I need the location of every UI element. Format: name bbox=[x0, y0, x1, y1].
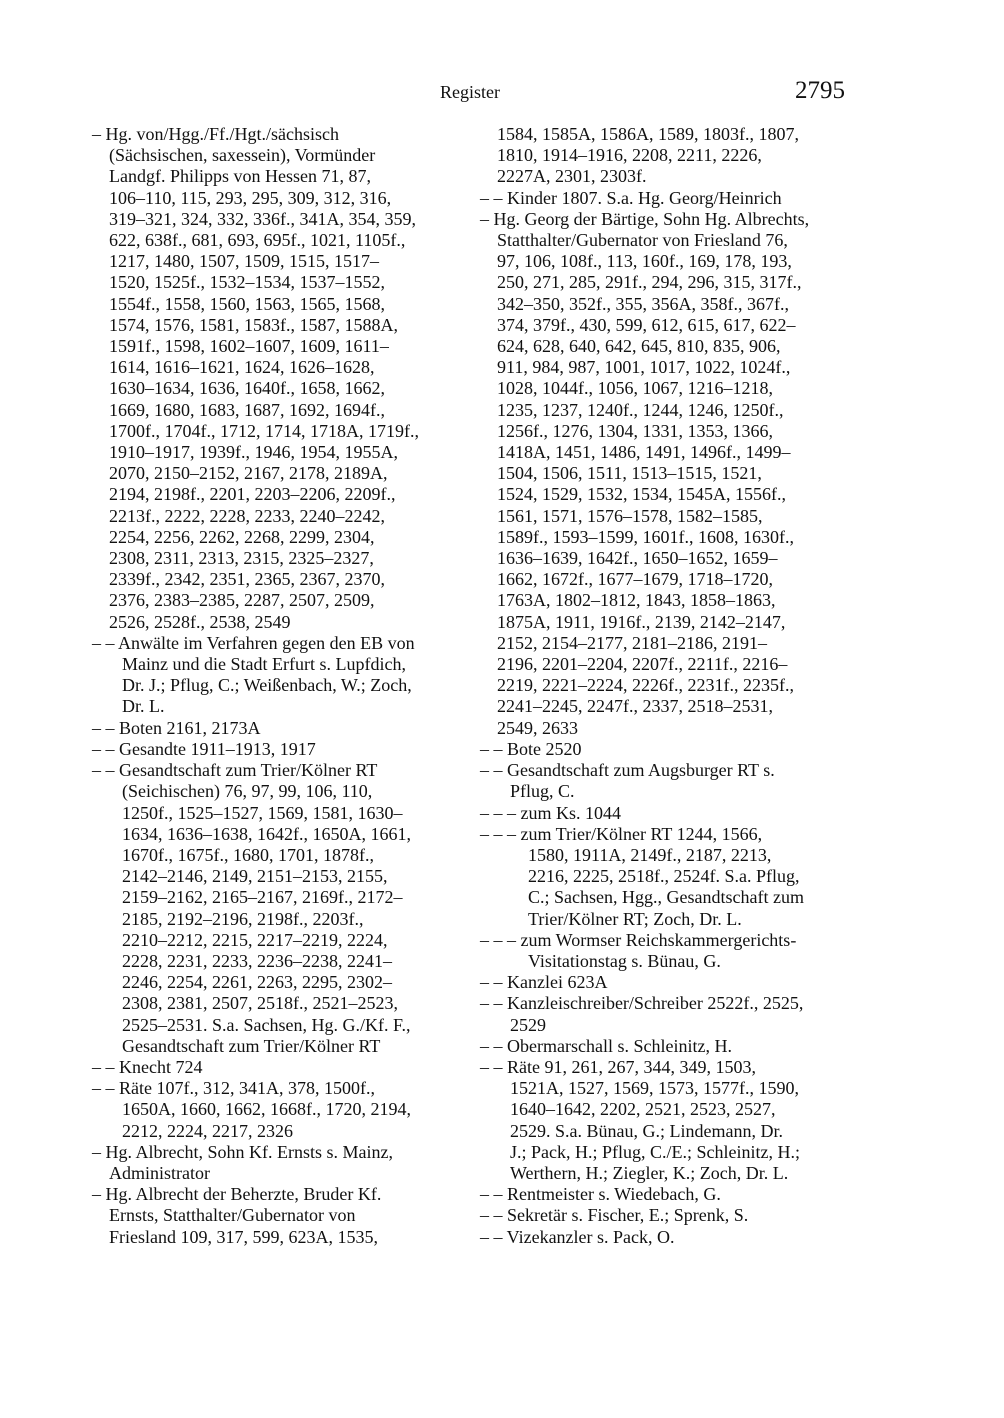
index-entry: – – Gesandte 1911–1913, 1917 bbox=[92, 738, 316, 759]
index-entry: – Hg. Albrecht der Beherzte, Bruder Kf. Ernsts, Statthalter/Gubernator von Friesland 109, 317, 599, 623A, 1535, bbox=[92, 1184, 382, 1247]
index-entry: – – Kinder 1807. S.a. Hg. Georg/Heinrich bbox=[480, 187, 782, 208]
index-entry: – – Räte 107f., 312, 341A, 378, 1500f., 1650A, 1660, 1662, 1668f., 1720, 2194, 2212, 2224, 2217, 2326 bbox=[92, 1078, 411, 1141]
index-column-left bbox=[92, 124, 464, 1248]
index-entry: – – Kanzleischreiber/Schreiber 2522f., 2525, 2529 bbox=[480, 993, 804, 1035]
index-entry: – – Räte 91, 261, 267, 344, 349, 1503, 1521A, 1527, 1569, 1573, 1577f., 1590, 1640–1642, 2202, 2521, 2523, 2527, 2529. S.a. Bünau, G.; Lindemann, Dr. J.; Pack, H.; Pflug, C./E.; Schleinitz, H.; Werthern, H.; Ziegler, K.; Zoch, Dr. L. bbox=[480, 1056, 800, 1183]
index-entry: – – Bote 2520 bbox=[480, 738, 582, 759]
index-entry: – – – zum Wormser Reichskammergerichts- Visitationstag s. Bünau, G. bbox=[480, 929, 797, 971]
index-entry: – – Obermarschall s. Schleinitz, H. bbox=[480, 1035, 732, 1056]
index-entry: – – Anwälte im Verfahren gegen den EB von Mainz und die Stadt Erfurt s. Lupfdich, Dr. J.; Pflug, C.; Weißenbach, W.; Zoch, Dr. L. bbox=[92, 632, 415, 717]
index-entry: – – – zum Trier/Kölner RT 1244, 1566, 1580, 1911A, 2149f., 2187, 2213, 2216, 2225, 2518f., 2524f. S.a. Pflug, C.; Sachsen, Hgg., Gesandtschaft zum Trier/Kölner RT; Zoch, Dr. L. bbox=[480, 823, 804, 929]
index-entry: – Hg. Georg der Bärtige, Sohn Hg. Albrechts, Statthalter/Gubernator von Friesland 76, 97, 106, 108f., 113, 160f., 169, 178, 193, 250, 271, 285, 291f., 294, 296, 315, 317f., 342–350, 352f., 355, 356A, 358f., 367f., 374, 379f., 430, 599, 612, 615, 617, 622– 624, 628, 640, 642, 645, 810, 835, 906, 911, 984, 987, 1001, 1017, 1022, 1024f., 1028, 1044f., 1056, 1067, 1216–1218, 1235, 1237, 1240f., 1244, 1246, 1250f., 1256f., 1276, 1304, 1331, 1353, 1366, 1418A, 1451, 1486, 1491, 1496f., 1499– 1504, 1506, 1511, 1513–1515, 1521, 1524, 1529, 1532, 1534, 1545A, 1556f., 1561, 1571, 1576–1578, 1582–1585, 1589f., 1593–1599, 1601f., 1608, 1630f., 1636–1639, 1642f., 1650–1652, 1659– 1662, 1672f., 1677–1679, 1718–1720, 1763A, 1802–1812, 1843, 1858–1863, 1875A, 1911, 1916f., 2139, 2142–2147, 2152, 2154–2177, 2181–2186, 2191– 2196, 2201–2204, 2207f., 2211f., 2216– 2219, 2221–2224, 2226f., 2231f., 2235f., 2241–2245, 2247f., 2337, 2518–2531, 2549, 2633 bbox=[480, 208, 810, 738]
index-entry: – – Gesandtschaft zum Augsburger RT s. Pflug, C. bbox=[480, 760, 775, 802]
index-entry: – – Rentmeister s. Wiedebach, G. bbox=[480, 1184, 721, 1205]
index-entry: – – – zum Ks. 1044 bbox=[480, 802, 621, 823]
index-entry: – – Gesandtschaft zum Trier/Kölner RT (Seichischen) 76, 97, 99, 106, 110, 1250f., 1525–1527, 1569, 1581, 1630– 1634, 1636–1638, 1642f., 1650A, 1661, 1670f., 1675f., 1680, 1701, 1878f., 2142–2146, 2149, 2151–2153, 2155, 2159–2162, 2165–2167, 2169f., 2172– 2185, 2192–2196, 2198f., 2203f., 2210–2212, 2215, 2217–2219, 2224, 2228, 2231, 2233, 2236–2238, 2241– 2246, 2254, 2261, 2263, 2295, 2302– 2308, 2381, 2507, 2518f., 2521–2523, 2525–2531. S.a. Sachsen, Hg. G./Kf. F., Gesandtschaft zum Trier/Kölner RT bbox=[92, 760, 411, 1056]
index-entry: – Hg. von/Hgg./Ff./Hgt./sächsisch (Sächsischen, saxessein), Vormünder Landgf. Philipps von Hessen 71, 87, 106–110, 115, 293, 295, 309, 312, 316, 319–321, 324, 332, 336f., 341A, 354, 359, 622, 638f., 681, 693, 695f., 1021, 1105f., 1217, 1480, 1507, 1509, 1515, 1517– 1520, 1525f., 1532–1534, 1537–1552, 1554f., 1558, 1560, 1563, 1565, 1568, 1574, 1576, 1581, 1583f., 1587, 1588A, 1591f., 1598, 1602–1607, 1609, 1611– 1614, 1616–1621, 1624, 1626–1628, 1630–1634, 1636, 1640f., 1658, 1662, 1669, 1680, 1683, 1687, 1692, 1694f., 1700f., 1704f., 1712, 1714, 1718A, 1719f., 1910–1917, 1939f., 1946, 1954, 1955A, 2070, 2150–2152, 2167, 2178, 2189A, 2194, 2198f., 2201, 2203–2206, 2209f., 2213f., 2222, 2228, 2233, 2240–2242, 2254, 2256, 2262, 2268, 2299, 2304, 2308, 2311, 2313, 2315, 2325–2327, 2339f., 2342, 2351, 2365, 2367, 2370, 2376, 2383–2385, 2287, 2507, 2509, 2526, 2528f., 2538, 2549 bbox=[92, 124, 419, 632]
index-entry: – – Vizekanzler s. Pack, O. bbox=[480, 1226, 675, 1247]
index-entry: – – Knecht 724 bbox=[92, 1056, 203, 1077]
index-entry: – – Boten 2161, 2173A bbox=[92, 717, 261, 738]
running-title: Register bbox=[440, 82, 500, 102]
index-entry: – – Kanzlei 623A bbox=[480, 972, 608, 993]
index-entry-continuation: 1584, 1585A, 1586A, 1589, 1803f., 1807, 1810, 1914–1916, 2208, 2211, 2226, 2227A, 2301, 2303f. bbox=[497, 124, 799, 187]
index-entry: – Hg. Albrecht, Sohn Kf. Ernsts s. Mainz, Administrator bbox=[92, 1141, 393, 1183]
page-number: 2795 bbox=[795, 77, 845, 104]
index-entry: – – Sekretär s. Fischer, E.; Sprenk, S. bbox=[480, 1205, 749, 1226]
index-column-right bbox=[480, 124, 860, 1248]
